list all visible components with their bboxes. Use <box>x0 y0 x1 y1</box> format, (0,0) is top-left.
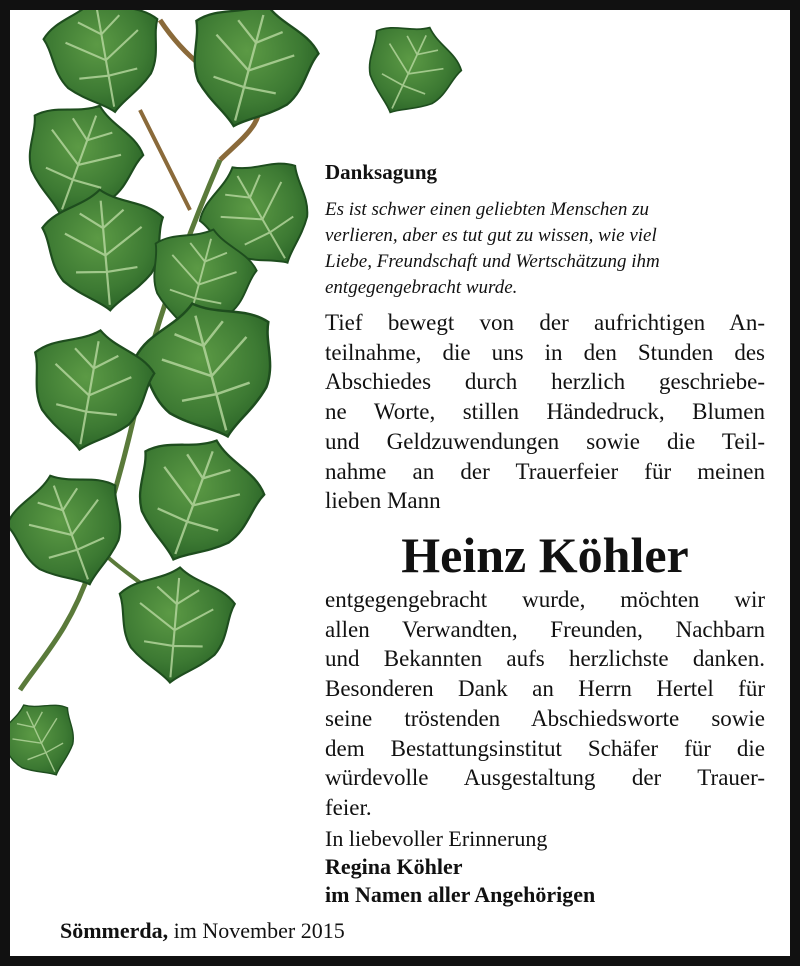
intro-line: Es ist schwer einen geliebten Menschen zu <box>325 199 649 220</box>
paragraph-line: und Bekannten aufs herzlichste danken. <box>325 646 765 672</box>
paragraph-line: teilnahme, die uns in den Stunden des <box>325 339 765 365</box>
date: im November 2015 <box>173 918 345 943</box>
paragraph-line: und Geldzuwendungen sowie die Teil- <box>325 428 765 454</box>
paragraph-line: Besonderen Dank an Herrn Hertel für <box>325 676 765 702</box>
paragraph-line: seine tröstenden Abschiedsworte sowie <box>325 705 765 731</box>
paragraph-line: nahme an der Trauerfeier für meinen <box>325 458 765 484</box>
closing-phrase: In liebevoller Erinnerung <box>325 826 548 851</box>
closing-block <box>325 825 595 909</box>
paragraph-line: ne Worte, stillen Händedruck, Blumen <box>325 399 765 425</box>
intro-line: entgegengebracht wurde. <box>325 277 518 298</box>
paragraph-line: würdevolle Ausgestaltung der Trauer- <box>325 765 765 791</box>
intro-quote <box>325 197 775 301</box>
paragraph-line: Tief bewegt von der aufrichtigen An- <box>325 310 765 335</box>
notice-title: Danksagung <box>325 160 438 184</box>
paragraph-line: lieben Mann <box>325 488 441 514</box>
thanks-paragraph-1 <box>325 308 765 516</box>
signer-relation: im Namen aller Angehörigen <box>325 882 596 907</box>
paragraph-line: feier. <box>325 794 372 820</box>
intro-line: verlieren, aber es tut gut zu wissen, wie viel <box>325 225 657 246</box>
place: Sömmerda, <box>60 918 169 943</box>
deceased-name: Heinz Köhler <box>401 527 689 583</box>
signer-name: Regina Köhler <box>325 854 463 879</box>
paragraph-line: allen Verwandten, Freunden, Nachbarn <box>325 616 765 642</box>
paragraph-line: entgegengebracht wurde, möchten wir <box>325 587 765 612</box>
place-date <box>60 917 345 945</box>
paragraph-line: dem Bestattungsinstitut Schäfer für die <box>325 735 765 761</box>
thanks-paragraph-2 <box>325 585 765 823</box>
paragraph-line: Abschiedes durch herzlich geschriebe- <box>325 369 765 395</box>
intro-line: Liebe, Freundschaft und Wertschätzung ihm <box>325 251 660 272</box>
